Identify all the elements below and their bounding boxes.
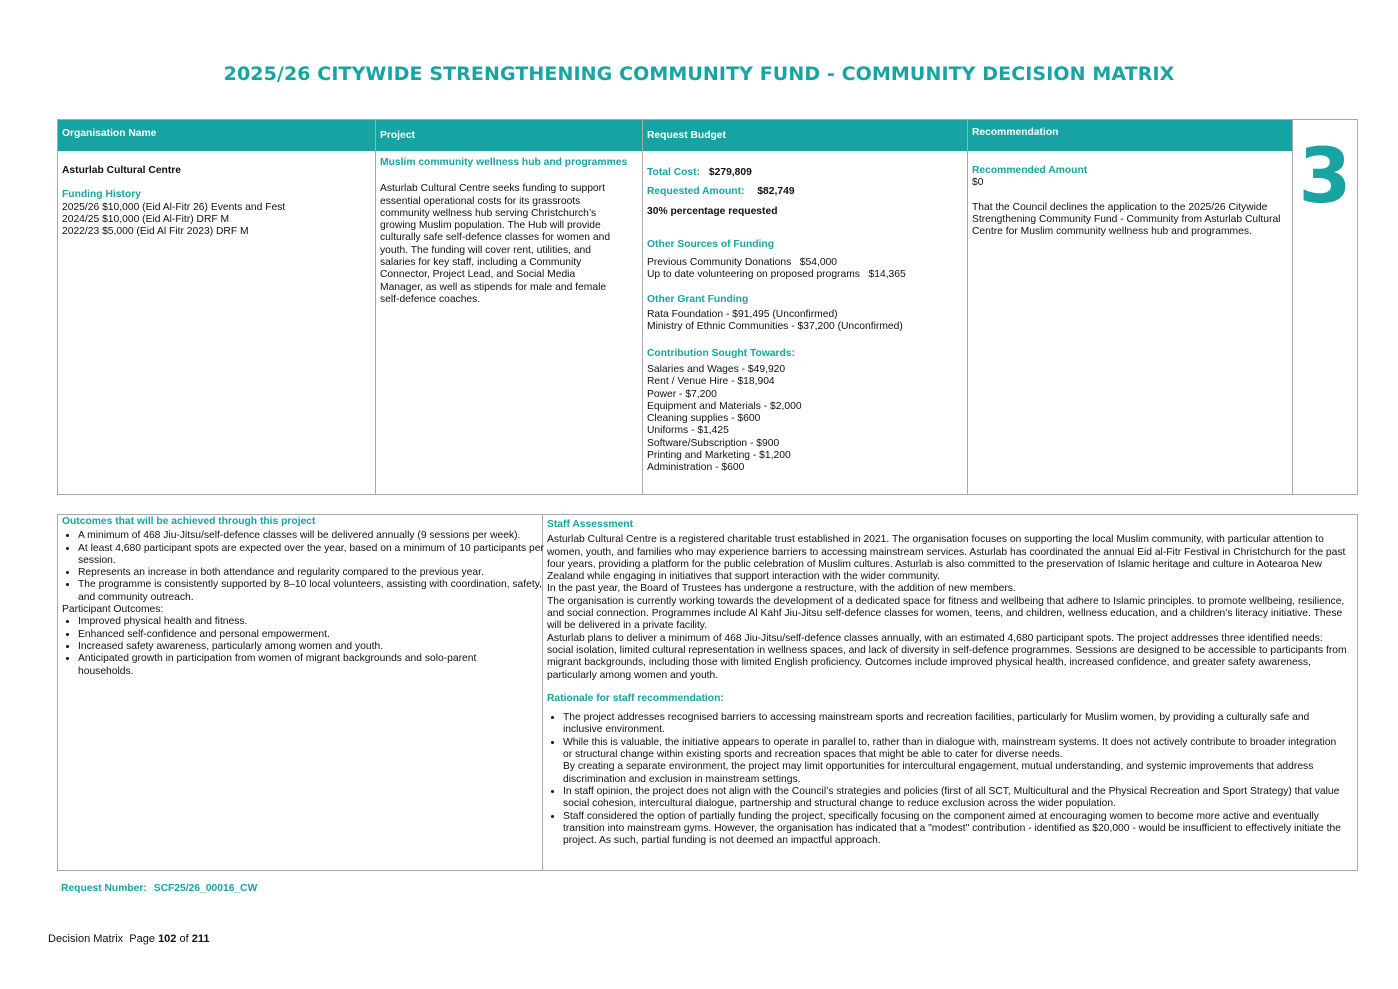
recommendation-header: Recommendation [968, 120, 1292, 151]
organisation-column [58, 120, 376, 494]
contribution-item: Printing and Marketing - $1,200 [647, 450, 791, 462]
requested-amount-value: $82,749 [757, 186, 795, 198]
other-grants-label: Other Grant Funding [647, 293, 749, 305]
project-description: Asturlab Cultural Centre seeks funding to support essential operational costs for its grassroots community wellness hub serving Christchurch’s growing Muslim population. The Hub will provide culturally safe self-defence classes for women and youth. The funding will cover rent, utilities, and salaries for key staff, including a Community Connector, Project Lead, and Social Media Manager, as well as stipends for male and female self-defence coaches. [380, 183, 611, 305]
staff-paragraph: Asturlab Cultural Centre is a registered charitable trust established in 2021. The organisation focuses on supporting the local Muslim community, with particular attention to women, youth, and families who may experience barriers to accessing mainstream services. Asturlab has coordinated the annual Eid al-Fitr Festival in Christchurch for the past four years, providing a platform for the public celebration of Muslim cultures. Asturlab is also committed to the preservation of Islamic heritage and culture in Aotearoa New Zealand while engaging in initiatives that support interaction with the wider community. [547, 534, 1346, 583]
funding-history-label: Funding History [62, 189, 141, 201]
staff-paragraph: In the past year, the Board of Trustees has undergone a restructure, with the addition of new members. [547, 583, 1016, 595]
staff-paragraph: The organisation is currently working towards the development of a dedicated space for fitness and wellbeing that adhere to Islamic principles. to promote wellbeing, resilience, and social connection. Programmes include Al Kahf Jiu-Jitsu self-defence classes for women, teens, and children, wellness education, and a children’s literacy initiative. These will be delivered in a private facility. [547, 595, 1345, 632]
outcomes-column [58, 515, 543, 870]
contribution-label: Contribution Sought Towards: [647, 347, 795, 359]
priority-column [1293, 120, 1357, 494]
request-number [61, 883, 257, 895]
project-header: Project [376, 120, 642, 151]
participant-outcome-item: • Enhanced self-confidence and personal empowerment. [78, 629, 548, 641]
participant-outcomes-list [62, 616, 548, 677]
rationale-item [563, 737, 1347, 786]
recommended-amount-value: $0 [972, 177, 984, 189]
rationale-heading: Rationale for staff recommendation: [547, 692, 724, 704]
outcome-item: • At least 4,680 participant spots are expected over the year, based on a minimum of 10 participants per session. [78, 543, 548, 568]
other-source-item: Up to date volunteering on proposed programs $14,365 [647, 269, 906, 281]
contribution-item: Power - $7,200 [647, 388, 717, 400]
outcomes-list [62, 530, 548, 604]
rationale-item: • In staff opinion, the project does not align with the Council’s strategies and policies (first of all SCT, Multicultural and the Physical Recreation and Sport Strategy) that value social cohesion, intercultural dialogue, partnership and structural change to reduce exclusion across the wider population. [563, 786, 1347, 811]
participant-outcome-item: • Improved physical health and fitness. [78, 616, 548, 628]
page-of: of [179, 933, 189, 945]
other-grant-item: Rata Foundation - $91,495 (Unconfirmed) [647, 309, 838, 321]
rationale-list [547, 712, 1347, 847]
other-sources-label: Other Sources of Funding [647, 238, 774, 250]
other-grant-item: Ministry of Ethnic Communities - $37,200 (Unconfirmed) [647, 321, 903, 333]
funding-history-item: 2024/25 $10,000 (Eid Al-Fitr) DRF M [62, 213, 230, 225]
recommended-amount-label: Recommended Amount [972, 165, 1088, 176]
percentage-requested: 30% percentage requested [647, 205, 778, 217]
rationale-item: • The project addresses recognised barriers to accessing mainstream sports and recreation facilities, particularly for Muslim women, by providing a culturally safe and inclusive environment. [563, 712, 1347, 737]
total-cost-label: Total Cost: [647, 167, 701, 178]
participant-outcome-item: • Increased safety awareness, particularly among women and youth. [78, 641, 548, 653]
page-prefix: Decision Matrix Page [48, 933, 155, 945]
budget-column [643, 120, 968, 494]
request-number-label: Request Number: [61, 883, 147, 894]
page-total: 211 [191, 933, 210, 945]
project-name: Muslim community wellness hub and programmes [380, 157, 628, 168]
funding-history-item: 2025/26 $10,000 (Eid Al-Fitr 26) Events and Fest [62, 201, 286, 213]
page-current: 102 [158, 933, 177, 945]
contribution-item: Salaries and Wages - $49,920 [647, 363, 786, 375]
contribution-item: Administration - $600 [647, 462, 745, 474]
summary-table [57, 119, 1358, 495]
participant-outcome-item: • Anticipated growth in participation from women of migrant backgrounds and solo-parent households. [78, 653, 548, 678]
organisation-header: Organisation Name [58, 120, 375, 151]
page-footer [48, 933, 209, 945]
recommendation-text: That the Council declines the application to the 2025/26 Citywide Strengthening Community Fund - Community from Asturlab Cultural Centre for Muslim community wellness hub and programmes. [972, 201, 1281, 238]
contribution-item: Cleaning supplies - $600 [647, 413, 761, 425]
staff-paragraph: Asturlab plans to deliver a minimum of 468 Jiu-Jitsu/self-defence classes annually, with an estimated 4,680 participant spots. The project addresses three identified needs: social isolation, limited cultural representation in wellness spaces, and lack of diversity in self-defence programmes. Sessions are designed to be accessible to participants from migrant backgrounds, including those with limited English proficiency. Outcomes include improved physical health, increased confidence, and greater safety awareness, particularly among women and youth. [547, 632, 1347, 681]
page-title: 2025/26 CITYWIDE STRENGTHENING COMMUNITY FUND - COMMUNITY DECISION MATRIX [223, 63, 1175, 85]
staff-assessment-column [543, 515, 1357, 870]
recommendation-column [968, 120, 1293, 494]
project-column [376, 120, 643, 494]
outcome-item: • Represents an increase in both attendance and regularity compared to the previous year. [78, 567, 548, 579]
contribution-item: Equipment and Materials - $2,000 [647, 400, 802, 412]
organisation-name: Asturlab Cultural Centre [62, 165, 182, 176]
funding-history-item: 2022/23 $5,000 (Eid Al Fitr 2023) DRF M [62, 226, 249, 238]
assessment-table [57, 514, 1358, 871]
outcome-item: • The programme is consistently supported by 8–10 local volunteers, assisting with coordination, safety, and community outreach. [78, 579, 548, 604]
outcomes-heading: Outcomes that will be achieved through this project [62, 516, 316, 527]
contribution-item: Rent / Venue Hire - $18,904 [647, 376, 775, 388]
participant-outcomes-label: Participant Outcomes: [62, 604, 164, 616]
rationale-item-text: While this is valuable, the initiative appears to operate in parallel to, rather than in dialogue with, mainstream systems. It does not actively contribute to broader integration or structural change within existing sports and recreation spaces that might be able to cater for diverse needs. [563, 736, 1337, 761]
staff-assessment-heading: Staff Assessment [547, 519, 634, 530]
rationale-item-extra: By creating a separate environment, the project may limit opportunities for intercultural engagement, mutual understanding, and systemic improvements that address discrimination and exclusion in mainstream settings. [563, 761, 1314, 785]
rationale-item: • Staff considered the option of partially funding the project, specifically focusing on the component aimed at encouraging women to become more active and eventually transition into mainstream gyms. However, the organisation has indicated that a "modest" contribution - identified as $20,000 - would be insufficient to effectively initiate the project. As such, partial funding is not deemed an impactful approach. [563, 811, 1347, 848]
other-source-item: Previous Community Donations $54,000 [647, 257, 838, 269]
total-cost-value: $279,809 [708, 167, 752, 178]
contribution-item: Software/Subscription - $900 [647, 437, 780, 449]
outcome-item: • A minimum of 468 Jiu-Jitsu/self-defence classes will be delivered annually (9 sessions per week). [78, 530, 548, 542]
contribution-item: Uniforms - $1,425 [647, 425, 729, 437]
budget-header: Request Budget [643, 120, 967, 151]
requested-amount-label: Requested Amount: [647, 186, 745, 198]
request-number-value: SCF25/26_00016_CW [153, 883, 258, 894]
priority-number: 3 [1298, 131, 1352, 220]
